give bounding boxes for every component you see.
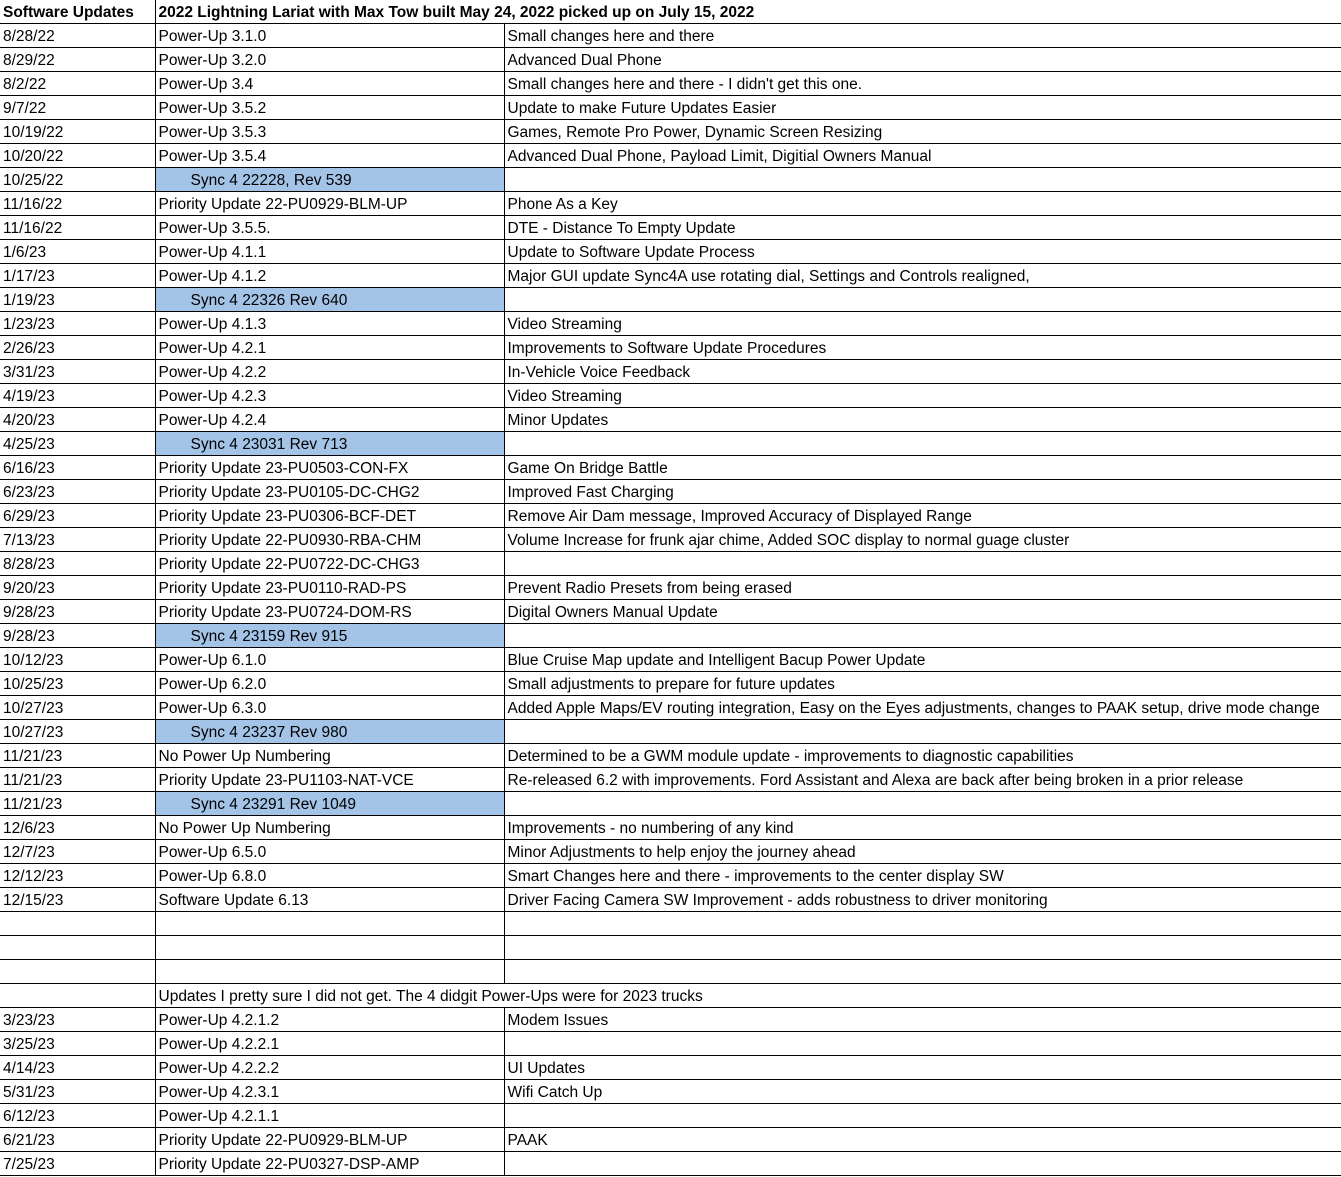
date-cell[interactable]: 1/23/23: [0, 312, 155, 336]
notes-cell[interactable]: [504, 936, 1341, 960]
version-cell[interactable]: Priority Update 23-PU0105-DC-CHG2: [155, 480, 504, 504]
notes-cell[interactable]: Minor Adjustments to help enjoy the journey ahead: [504, 840, 1341, 864]
notes-cell[interactable]: Wifi Catch Up: [504, 1080, 1341, 1104]
table-row: [0, 720, 1341, 744]
notes-cell[interactable]: [504, 168, 1341, 192]
notes-cell[interactable]: Small changes here and there - I didn't get this one.: [504, 72, 1341, 96]
notes-cell[interactable]: Added Apple Maps/EV routing integration, Easy on the Eyes adjustments, changes to PAAK setup, drive mode change: [504, 696, 1341, 720]
version-cell[interactable]: Power-Up 6.8.0: [155, 864, 504, 888]
notes-cell[interactable]: [504, 1104, 1341, 1128]
version-cell[interactable]: Power-Up 3.1.0: [155, 24, 504, 48]
table-row: [0, 168, 1341, 192]
table-row: [0, 1008, 1341, 1032]
notes-cell[interactable]: [504, 288, 1341, 312]
date-cell[interactable]: 6/16/23: [0, 456, 155, 480]
notes-cell[interactable]: Major GUI update Sync4A use rotating dial, Settings and Controls realigned,: [504, 264, 1341, 288]
version-cell[interactable]: Priority Update 23-PU0503-CON-FX: [155, 456, 504, 480]
table-row: [0, 288, 1341, 312]
notes-cell[interactable]: Minor Updates: [504, 408, 1341, 432]
date-cell[interactable]: 6/12/23: [0, 1104, 155, 1128]
date-cell[interactable]: 10/20/22: [0, 144, 155, 168]
table-row: [0, 408, 1341, 432]
table-row: [0, 456, 1341, 480]
notes-cell[interactable]: Video Streaming: [504, 384, 1341, 408]
table-row: [0, 528, 1341, 552]
version-cell[interactable]: No Power Up Numbering: [155, 816, 504, 840]
version-cell[interactable]: Power-Up 3.5.2: [155, 96, 504, 120]
date-cell[interactable]: 4/14/23: [0, 1056, 155, 1080]
sync-version-cell[interactable]: Sync 4 22326 Rev 640: [155, 288, 504, 312]
table-row: [0, 216, 1341, 240]
date-cell[interactable]: 7/25/23: [0, 1152, 155, 1176]
date-cell[interactable]: 7/13/23: [0, 528, 155, 552]
table-row: [0, 792, 1341, 816]
notes-cell[interactable]: Determined to be a GWM module update - improvements to diagnostic capabilities: [504, 744, 1341, 768]
notes-cell[interactable]: Prevent Radio Presets from being erased: [504, 576, 1341, 600]
date-cell[interactable]: 5/31/23: [0, 1080, 155, 1104]
sync-version-cell[interactable]: Sync 4 23031 Rev 713: [155, 432, 504, 456]
date-cell[interactable]: 11/16/22: [0, 192, 155, 216]
table-row: [0, 72, 1341, 96]
version-cell[interactable]: Software Update 6.13: [155, 888, 504, 912]
table-row: [0, 1032, 1341, 1056]
date-cell[interactable]: 12/12/23: [0, 864, 155, 888]
notes-cell[interactable]: Blue Cruise Map update and Intelligent Bacup Power Update: [504, 648, 1341, 672]
date-cell[interactable]: 8/28/23: [0, 552, 155, 576]
notes-cell[interactable]: PAAK: [504, 1128, 1341, 1152]
date-cell[interactable]: 3/23/23: [0, 1008, 155, 1032]
date-cell[interactable]: 3/25/23: [0, 1032, 155, 1056]
table-row: [0, 576, 1341, 600]
version-cell[interactable]: Power-Up 4.2.1.2: [155, 1008, 504, 1032]
table-row: [0, 816, 1341, 840]
table-row: [0, 840, 1341, 864]
notes-cell[interactable]: Small changes here and there: [504, 24, 1341, 48]
notes-cell[interactable]: [504, 432, 1341, 456]
version-cell[interactable]: Power-Up 4.2.3: [155, 384, 504, 408]
table-row: [0, 480, 1341, 504]
table-row: [0, 888, 1341, 912]
version-cell[interactable]: Power-Up 4.2.2.1: [155, 1032, 504, 1056]
date-cell[interactable]: 9/28/23: [0, 600, 155, 624]
table-row: [0, 360, 1341, 384]
version-cell[interactable]: Priority Update 23-PU0110-RAD-PS: [155, 576, 504, 600]
version-cell[interactable]: Power-Up 4.2.4: [155, 408, 504, 432]
table-row: [0, 24, 1341, 48]
version-cell[interactable]: Power-Up 4.2.3.1: [155, 1080, 504, 1104]
version-cell[interactable]: Priority Update 22-PU0929-BLM-UP: [155, 192, 504, 216]
table-row: [0, 1104, 1341, 1128]
notes-cell[interactable]: Games, Remote Pro Power, Dynamic Screen Resizing: [504, 120, 1341, 144]
table-row: [0, 552, 1341, 576]
version-cell[interactable]: Power-Up 4.2.2: [155, 360, 504, 384]
date-cell[interactable]: 9/7/22: [0, 96, 155, 120]
date-cell[interactable]: 10/25/23: [0, 672, 155, 696]
note-text[interactable]: Updates I pretty sure I did not get. The 4 didgit Power-Ups were for 2023 trucks: [155, 984, 504, 1008]
version-cell[interactable]: Priority Update 22-PU0327-DSP-AMP: [155, 1152, 504, 1176]
notes-cell[interactable]: [504, 552, 1341, 576]
table-row: [0, 504, 1341, 528]
date-cell[interactable]: 11/21/23: [0, 744, 155, 768]
table-row: [0, 96, 1341, 120]
notes-cell[interactable]: Advanced Dual Phone, Payload Limit, Digitial Owners Manual: [504, 144, 1341, 168]
table-row: [0, 1056, 1341, 1080]
date-cell[interactable]: 3/31/23: [0, 360, 155, 384]
date-cell[interactable]: 4/25/23: [0, 432, 155, 456]
notes-cell[interactable]: Video Streaming: [504, 312, 1341, 336]
date-cell[interactable]: 4/20/23: [0, 408, 155, 432]
date-cell[interactable]: 6/29/23: [0, 504, 155, 528]
table-row: [0, 384, 1341, 408]
table-row: [0, 768, 1341, 792]
version-cell[interactable]: Power-Up 3.5.5.: [155, 216, 504, 240]
version-cell[interactable]: Power-Up 3.2.0: [155, 48, 504, 72]
version-cell[interactable]: No Power Up Numbering: [155, 744, 504, 768]
date-cell[interactable]: 6/21/23: [0, 1128, 155, 1152]
date-cell[interactable]: 12/7/23: [0, 840, 155, 864]
date-cell[interactable]: 2/26/23: [0, 336, 155, 360]
notes-cell[interactable]: Phone As a Key: [504, 192, 1341, 216]
table-row: [0, 672, 1341, 696]
sync-version-cell[interactable]: Sync 4 23159 Rev 915: [155, 624, 504, 648]
table-row: [0, 936, 1341, 960]
version-cell[interactable]: Power-Up 3.5.4: [155, 144, 504, 168]
notes-cell[interactable]: [504, 624, 1341, 648]
notes-cell[interactable]: UI Updates: [504, 1056, 1341, 1080]
table-row: [0, 1128, 1341, 1152]
table-row: [0, 120, 1341, 144]
version-cell[interactable]: Power-Up 4.1.1: [155, 240, 504, 264]
notes-cell[interactable]: Update to make Future Updates Easier: [504, 96, 1341, 120]
date-cell[interactable]: [0, 912, 155, 936]
date-cell[interactable]: 1/19/23: [0, 288, 155, 312]
date-cell[interactable]: 8/2/22: [0, 72, 155, 96]
version-cell[interactable]: Priority Update 23-PU1103-NAT-VCE: [155, 768, 504, 792]
date-cell[interactable]: 10/19/22: [0, 120, 155, 144]
date-cell[interactable]: [0, 936, 155, 960]
notes-cell[interactable]: DTE - Distance To Empty Update: [504, 216, 1341, 240]
table-row: [0, 264, 1341, 288]
version-cell[interactable]: Priority Update 23-PU0724-DOM-RS: [155, 600, 504, 624]
date-cell[interactable]: 12/6/23: [0, 816, 155, 840]
notes-cell[interactable]: Driver Facing Camera SW Improvement - adds robustness to driver monitoring: [504, 888, 1341, 912]
table-row: [0, 48, 1341, 72]
notes-cell[interactable]: [504, 792, 1341, 816]
table-row: [0, 240, 1341, 264]
version-cell[interactable]: Power-Up 4.2.1: [155, 336, 504, 360]
version-cell[interactable]: Power-Up 3.5.3: [155, 120, 504, 144]
date-cell[interactable]: [0, 984, 155, 1008]
date-cell[interactable]: 4/19/23: [0, 384, 155, 408]
notes-cell[interactable]: Re-released 6.2 with improvements. Ford Assistant and Alexa are back after being broken in a prior release: [504, 768, 1341, 792]
version-cell[interactable]: Power-Up 6.3.0: [155, 696, 504, 720]
version-cell[interactable]: Priority Update 23-PU0306-BCF-DET: [155, 504, 504, 528]
version-cell[interactable]: [155, 960, 504, 984]
version-cell[interactable]: Power-Up 4.1.2: [155, 264, 504, 288]
version-cell[interactable]: Power-Up 6.2.0: [155, 672, 504, 696]
table-row: [0, 912, 1341, 936]
table-row: [0, 624, 1341, 648]
notes-cell[interactable]: [504, 1032, 1341, 1056]
table-row: [0, 960, 1341, 984]
date-cell[interactable]: 11/21/23: [0, 792, 155, 816]
notes-cell[interactable]: Improvements to Software Update Procedures: [504, 336, 1341, 360]
notes-cell[interactable]: Improved Fast Charging: [504, 480, 1341, 504]
date-cell[interactable]: 1/6/23: [0, 240, 155, 264]
date-cell[interactable]: 12/15/23: [0, 888, 155, 912]
date-cell[interactable]: 1/17/23: [0, 264, 155, 288]
date-cell[interactable]: 10/27/23: [0, 720, 155, 744]
notes-cell[interactable]: Update to Software Update Process: [504, 240, 1341, 264]
header-software-updates[interactable]: Software Updates: [0, 0, 155, 24]
header-truck-info[interactable]: 2022 Lightning Lariat with Max Tow built May 24, 2022 picked up on July 15, 2022: [155, 0, 504, 24]
version-cell[interactable]: Power-Up 4.1.3: [155, 312, 504, 336]
notes-cell[interactable]: Smart Changes here and there - improvements to the center display SW: [504, 864, 1341, 888]
notes-cell[interactable]: Volume Increase for frunk ajar chime, Added SOC display to normal guage cluster: [504, 528, 1341, 552]
table-row: [0, 864, 1341, 888]
version-cell[interactable]: [155, 936, 504, 960]
version-cell[interactable]: Power-Up 6.1.0: [155, 648, 504, 672]
version-cell[interactable]: Power-Up 4.2.1.1: [155, 1104, 504, 1128]
date-cell[interactable]: 6/23/23: [0, 480, 155, 504]
notes-cell[interactable]: [504, 912, 1341, 936]
date-cell[interactable]: 9/20/23: [0, 576, 155, 600]
version-cell[interactable]: Power-Up 6.5.0: [155, 840, 504, 864]
table-row: [0, 144, 1341, 168]
sync-version-cell[interactable]: Sync 4 23291 Rev 1049: [155, 792, 504, 816]
table-row: [0, 1080, 1341, 1104]
note-row: [0, 984, 1341, 1008]
date-cell[interactable]: 11/21/23: [0, 768, 155, 792]
sync-version-cell[interactable]: Sync 4 22228, Rev 539: [155, 168, 504, 192]
table-row: [0, 312, 1341, 336]
date-cell[interactable]: 8/28/22: [0, 24, 155, 48]
notes-cell[interactable]: Game On Bridge Battle: [504, 456, 1341, 480]
notes-cell[interactable]: [504, 960, 1341, 984]
notes-cell[interactable]: Advanced Dual Phone: [504, 48, 1341, 72]
date-cell[interactable]: [0, 960, 155, 984]
header-row: [0, 0, 1341, 24]
notes-cell[interactable]: Small adjustments to prepare for future updates: [504, 672, 1341, 696]
date-cell[interactable]: 10/27/23: [0, 696, 155, 720]
table-row: [0, 696, 1341, 720]
notes-cell[interactable]: Modem Issues: [504, 1008, 1341, 1032]
version-cell[interactable]: Power-Up 3.4: [155, 72, 504, 96]
date-cell[interactable]: 8/29/22: [0, 48, 155, 72]
version-cell[interactable]: Priority Update 22-PU0722-DC-CHG3: [155, 552, 504, 576]
table-row: [0, 192, 1341, 216]
version-cell[interactable]: [155, 912, 504, 936]
date-cell[interactable]: 9/28/23: [0, 624, 155, 648]
table-row: [0, 1152, 1341, 1176]
version-cell[interactable]: Priority Update 22-PU0930-RBA-CHM: [155, 528, 504, 552]
version-cell[interactable]: Power-Up 4.2.2.2: [155, 1056, 504, 1080]
notes-cell[interactable]: In-Vehicle Voice Feedback: [504, 360, 1341, 384]
version-cell[interactable]: Priority Update 22-PU0929-BLM-UP: [155, 1128, 504, 1152]
date-cell[interactable]: 10/12/23: [0, 648, 155, 672]
table-row: [0, 600, 1341, 624]
table-row: [0, 648, 1341, 672]
notes-cell[interactable]: Improvements - no numbering of any kind: [504, 816, 1341, 840]
notes-cell[interactable]: [504, 720, 1341, 744]
date-cell[interactable]: 11/16/22: [0, 216, 155, 240]
notes-cell[interactable]: Digital Owners Manual Update: [504, 600, 1341, 624]
notes-cell[interactable]: [504, 1152, 1341, 1176]
notes-cell[interactable]: Remove Air Dam message, Improved Accuracy of Displayed Range: [504, 504, 1341, 528]
table-row: [0, 432, 1341, 456]
date-cell[interactable]: 10/25/22: [0, 168, 155, 192]
table-row: [0, 336, 1341, 360]
table-row: [0, 744, 1341, 768]
sync-version-cell[interactable]: Sync 4 23237 Rev 980: [155, 720, 504, 744]
